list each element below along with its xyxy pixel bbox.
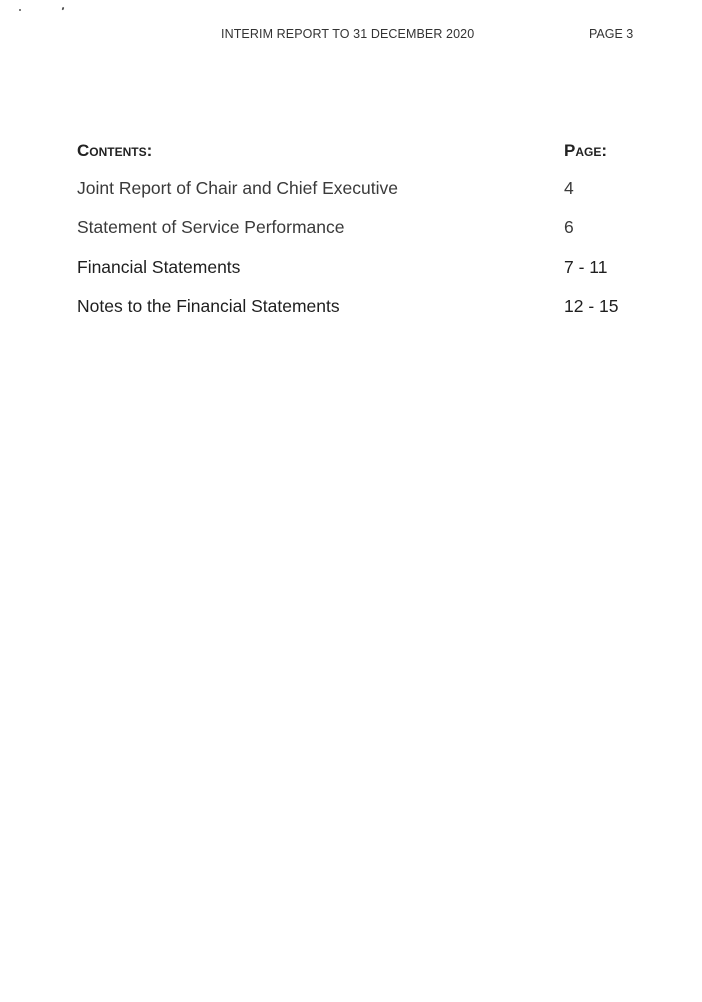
toc-entry [0,178,702,202]
toc-entry-page: 12 - 15 [564,296,619,316]
toc-entry-title: Statement of Service Performance [77,217,345,237]
toc-entry [0,217,702,241]
contents-heading: Contents: [77,141,153,160]
page-column-heading: Page: [564,141,608,160]
toc-entry-page: 4 [564,178,574,198]
scan-speck [62,7,64,10]
toc-entry-title: Joint Report of Chair and Chief Executive [77,178,398,198]
toc-entry-title: Financial Statements [77,257,241,277]
toc-entry-page: 7 - 11 [564,257,608,277]
toc-entry [0,257,702,281]
report-header-title: INTERIM REPORT TO 31 DECEMBER 2020 [221,27,475,41]
toc-entry-title: Notes to the Financial Statements [77,296,340,316]
toc-entry-page: 6 [564,217,574,237]
page-number: PAGE 3 [589,27,634,41]
scan-speck [19,9,21,11]
toc-entry [0,296,702,320]
